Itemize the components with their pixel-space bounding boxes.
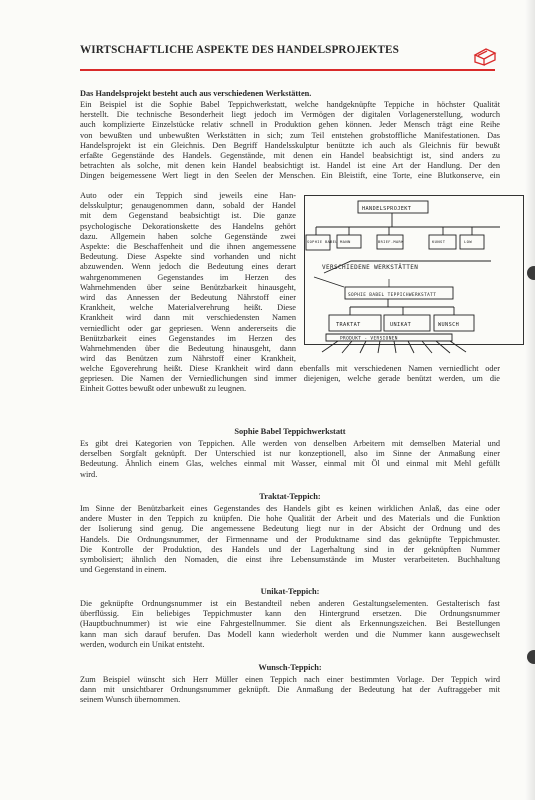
text-line: wahrgenommenen Gegenstandes im Herzen des <box>80 272 296 282</box>
intro-paragraph <box>80 100 500 182</box>
section-heading-unikat: Unikat-Teppich: <box>260 587 320 596</box>
binder-hole-lower <box>527 650 535 664</box>
text-line: wird das Annessen der Bedeutung Nährstoff einer <box>80 293 296 303</box>
text-line: werden, wodurch ein Unikat entsteht. <box>80 639 205 649</box>
text-line: seinem Wunsch übernommen. <box>80 695 181 705</box>
page-edge-shadow <box>525 0 535 800</box>
diagram-label-small-1: SOPHIE BABEL <box>307 240 338 244</box>
text-line: Ein Beispiel ist die Sophie Babel Teppichwerkstatt, welche handgeknüpfte Teppiche in höchster Qualität <box>80 100 500 109</box>
text-line: symbolisiert; ähnlich den Nomaden, die einst ihre Lebensumstände im Muster verarbeiteten. Buchhaltung <box>80 555 500 565</box>
red-cube-logo-icon <box>473 46 497 66</box>
text-line: (Hauptbuchnummer) ist wie eine Fahrgestellnummer. Sie dient als Erkennungszeichen. Bei Bestellungen <box>80 619 500 629</box>
text-line: Benützbarkeit eines Gegenstandes im Herzen des <box>80 333 296 343</box>
text-line: und Gegenstand in einem. <box>80 565 167 575</box>
text-line: von bewußten und unbewußten Werkstätten in sich; zum Teil entstehen grobstoffliche Manifestationen. Das <box>80 130 500 140</box>
text-line: Dingen beigemessene Wert liegt in den Seelen der Menschen. Ein Bleistift, eine Torte, eine Blutkonserve, ein <box>80 171 500 181</box>
diagram-label-wunsch: WUNSCH <box>438 322 460 328</box>
text-line: derselben Sorgfalt geknüpft. Der Unterschied ist nur konzeptionell, also im Sinne der Anmaßung einer <box>80 449 500 459</box>
text-line: Wahrnehmenden über seine Benützbarkeit hinausgeht, <box>80 282 296 292</box>
text-line: psychologische Dekorationskette des Handelns gehört <box>80 221 296 231</box>
diagram-label-top: HANDELSPROJEKT <box>362 206 412 212</box>
text-line: Einheit Gottes bewußt oder unbewußt zu leugnen. <box>80 384 247 394</box>
title-underline <box>80 69 495 71</box>
text-line: Bedeutung. Ähnlich einem Glas, welches einmal mit Wasser, einmal mit Öl und einmal mit Mehl gefüllt <box>80 459 500 469</box>
diagram-label-mid: SOPHIE BABEL TEPPICHWERKSTATT <box>348 293 437 298</box>
section-heading-sophie: Sophie Babel Teppichwerkstatt <box>234 427 346 436</box>
workshop-diagram <box>304 189 525 354</box>
diagram-label-small-3: BRIEF-MARK <box>378 240 404 244</box>
diagram-drawing <box>304 189 525 354</box>
text-line: Die Kontrolle der Produktion, des Handels und der Lagerhaltung sind in der geknüpften Nummer <box>80 544 500 554</box>
text-line: auch komplizierte Einzelstücke relativ schnell in Produktion gehen können. Jeder Mensch trägt eine Reihe <box>80 120 500 130</box>
text-line: Die geknüpfte Ordnungsnummer ist ein Bestandteil neben anderen Gestaltungselementen. Gestalterisch fast <box>80 599 500 608</box>
section-paragraph-traktat <box>80 504 500 575</box>
text-line: der Isolierung sind genug. Die angemessene Bedeutung liegt nur in der Absicht der Ordnung und des <box>80 524 500 534</box>
text-line: mit dem Gegenstand beabsichtigt ist. Die ganze <box>80 211 296 221</box>
text-line: andere Muster in den Teppich zu knüpfen. Die hohe Qualität der Arbeit und des Materials und die Funktion <box>80 514 500 524</box>
text-line: kann man sich darauf berufen. Das Modell kann wiederholt werden und die Nummer kann ausgewechselt <box>80 629 500 639</box>
text-line: dazu. Allgemein haben solche Gegenstände zwei <box>80 231 296 241</box>
text-line: Handelsprojekt ist ein Gleichnis. Den Begriff Handelsskulptur benützte ich auch als Gleichnis für bewußt <box>80 140 500 150</box>
section-heading-traktat: Traktat-Teppich: <box>259 492 321 501</box>
diagram-caption-versionen: PRODUKT - VERSIONEN <box>340 336 398 342</box>
binder-hole-upper <box>527 266 535 280</box>
section-paragraph-sophie <box>80 439 500 480</box>
text-line: Wahrnehmenden über die Bedeutung hinausgeht, dann <box>80 344 296 354</box>
text-line: Im Sinne der Benützbarkeit eines Gegenstandes des Handels gibt es keinen wirklichen Anlaß, das eine oder <box>80 504 500 513</box>
diagram-label-small-4: KUNST <box>432 239 446 244</box>
text-line: dann mit unsichtbarer Ordnungsnummer geknüpft. Die Anmaßung der Bedeutung hat der Auftraggeber mit <box>80 685 500 695</box>
text-line: Krankheit, welche Materialverehrung heißt. Diese <box>80 303 296 313</box>
text-line: Aspekte: die Beschaffenheit und die ihnen angemessene <box>80 242 296 252</box>
text-line: verniedlicht oder gar gepriesen. Wenn andererseits die <box>80 323 296 333</box>
text-line: herstellt. Die technische Besonderheit liegt jedoch im Vermögen der digitalen Vorlagenerstellung, wodurch <box>80 110 500 120</box>
diagram-caption-werkstaetten: VERSCHIEDENE WERKSTÄTTEN <box>322 264 419 271</box>
text-line: überflüssig. Ein beliebiges Teppichmuster kann den Hintergrund ersetzen. Die Ordnungsnummer <box>80 609 500 619</box>
intro-heading: Das Handelsprojekt besteht auch aus verschiedenen Werkstätten. <box>80 89 312 98</box>
text-line: erfaßte Gegenstände des Handels. Gegenstände, mit denen ein Handel beabsichtigt ist, sind anders zu <box>80 151 500 161</box>
text-line: gepriesen. Die Namen der Verniedlichungen sind immer diejenigen, welche gerade benützt werden, um die <box>80 374 500 384</box>
text-line: welche Egoverehrung heißt. Diese Krankheit wird dann ebenfalls mit verschiedenen Namen verniedlicht oder <box>80 364 500 373</box>
text-line: delsskulptur; genaugenommen dann, sobald der Handel <box>80 201 296 211</box>
text-line: Handels. Die Ordnungsnummer, der Firmenname und der Produktname sind das geknüpfte Teppichmuster. <box>80 534 500 544</box>
diagram-label-small-5: LOW <box>464 239 473 244</box>
section-paragraph-wunsch <box>80 675 500 706</box>
text-line: Auto oder ein Teppich sind jeweils eine Han- <box>80 191 296 200</box>
section-paragraph-unikat <box>80 599 500 650</box>
text-line: wird das Benützen zum Nährstoff einer Krankheit, <box>80 354 296 364</box>
section-heading-wunsch: Wunsch-Teppich: <box>258 663 322 672</box>
intro-paragraph-narrow <box>80 191 296 364</box>
text-line: Krankheit wird dann mit verschiedensten Namen <box>80 313 296 323</box>
diagram-label-traktat: TRAKTAT <box>336 322 361 328</box>
text-line: Zum Beispiel wünscht sich Herr Müller einen Teppich nach einer bestimmten Vorlage. Der Teppich wird <box>80 675 500 684</box>
diagram-label-unikat: UNIKAT <box>390 322 412 328</box>
text-line: Bedeutung. Diese Aspekte sind vorhanden und nicht <box>80 252 296 262</box>
diagram-label-small-2: MANN <box>340 239 351 244</box>
text-line: abzuwenden. Wenn jedoch die Bedeutung eines derart <box>80 262 296 272</box>
intro-paragraph-end <box>80 364 500 395</box>
text-line: wird. <box>80 469 98 479</box>
text-line: Es gibt drei Kategorien von Teppichen. Alle werden von denselben Arbeitern mit demselben Material und <box>80 439 500 448</box>
text-line: betrachten als solche, mit denen kein Handel beabsichtigt ist. Handel ist eine Art der Handlung. Der den <box>80 161 500 171</box>
page-title: WIRTSCHAFTLICHE ASPEKTE DES HANDELSPROJEKTES <box>80 44 399 56</box>
